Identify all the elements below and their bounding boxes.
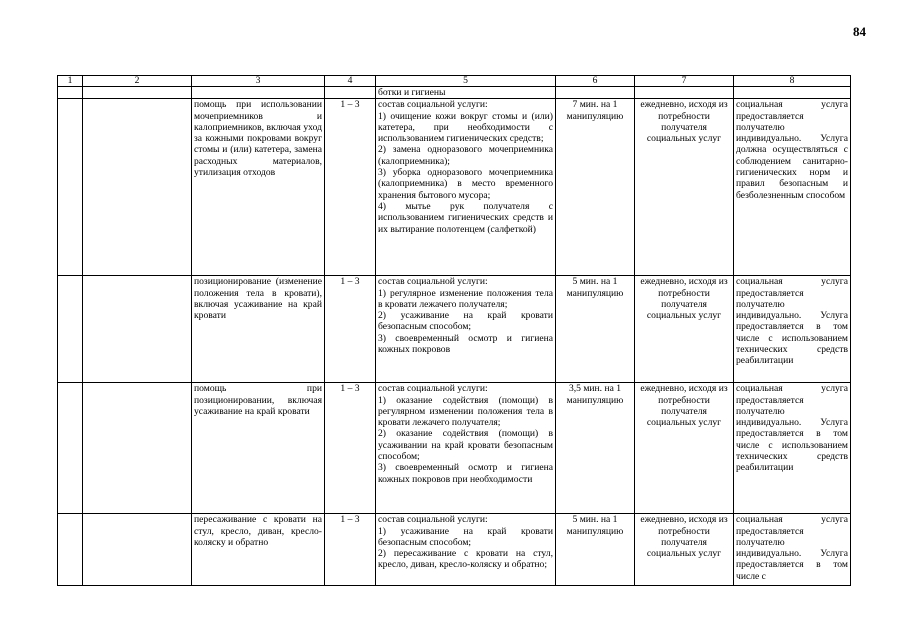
service-name: позиционирование (изменение положения тела в кровати), включая усаживание на край кровати bbox=[192, 276, 325, 383]
table-row bbox=[58, 514, 851, 586]
table-row bbox=[58, 383, 851, 514]
column-number: 6 bbox=[556, 76, 635, 87]
service-content: состав социальной услуги: 1) очищение кожи вокруг стомы и (или) катетера, при необходимости с использованием гигиенических средств; 2) замена одноразового мочеприемника (калоприемника); 3) уборка одноразового мочеприемника (калоприемника) в место временного хранения бытового мусора; 4) мытье рук получателя с использованием гигиенических средств и их вытирание полотенцем (салфеткой) bbox=[376, 99, 556, 276]
table-row bbox=[58, 99, 851, 276]
service-name: пересаживание с кровати на стул, кресло, диван, кресло-коляску и обратно bbox=[192, 514, 325, 586]
column-number: 3 bbox=[192, 76, 325, 87]
service-time: 5 мин. на 1 манипуляцию bbox=[556, 276, 635, 383]
column-number: 5 bbox=[376, 76, 556, 87]
grade: 1 – 3 bbox=[325, 276, 376, 383]
service-conditions: социальная услуга предоставляется получателю индивидуально. Услуга предоставляется в том числе с использованием технических средств реабилитации bbox=[734, 276, 851, 383]
service-time: 3,5 мин. на 1 манипуляцию bbox=[556, 383, 635, 514]
column-number: 4 bbox=[325, 76, 376, 87]
service-content: состав социальной услуги: 1) оказание содействия (помощи) в регулярном изменении положения тела в кровати лежачего получателя; 2) оказание содействия (помощи) в усаживании на край кровати безопасным способом; 3) своевременный осмотр и гигиена кожных покровов при необходимости bbox=[376, 383, 556, 514]
table-row bbox=[58, 276, 851, 383]
grade: 1 – 3 bbox=[325, 99, 376, 276]
column-number: 1 bbox=[58, 76, 83, 87]
service-frequency: ежедневно, исходя из потребности получателя социальных услуг bbox=[635, 99, 734, 276]
column-number: 2 bbox=[83, 76, 192, 87]
service-content: состав социальной услуги: 1) регулярное изменение положения тела в кровати лежачего получателя; 2) усаживание на край кровати безопасным способом; 3) своевременный осмотр и гигиена кожных покровов bbox=[376, 276, 556, 383]
service-conditions: социальная услуга предоставляется получателю индивидуально. Услуга предоставляется в том числе с bbox=[734, 514, 851, 586]
column-number: 8 bbox=[734, 76, 851, 87]
grade: 1 – 3 bbox=[325, 514, 376, 586]
service-content: состав социальной услуги: 1) усаживание на край кровати безопасным способом; 2) пересаживание с кровати на стул, кресло, диван, кресло-коляску и обратно; bbox=[376, 514, 556, 586]
service-frequency: ежедневно, исходя из потребности получателя социальных услуг bbox=[635, 514, 734, 586]
page-number: 84 bbox=[853, 24, 866, 39]
service-name: помощь при использовании мочеприемников и калоприемников, включая уход за кожными покровами вокруг стомы и (или) катетера, замена расходных материалов, утилизация отходов bbox=[192, 99, 325, 276]
continuation-row bbox=[58, 87, 851, 99]
services-table bbox=[57, 75, 851, 586]
service-conditions: социальная услуга предоставляется получателю индивидуально. Услуга должна осуществляться с соблюдением санитарно-гигиенических норм и правил безопасным и безболезненным способом bbox=[734, 99, 851, 276]
grade: 1 – 3 bbox=[325, 383, 376, 514]
service-conditions: социальная услуга предоставляется получателю индивидуально. Услуга предоставляется в том числе с использованием технических средств реабилитации bbox=[734, 383, 851, 514]
column-number: 7 bbox=[635, 76, 734, 87]
service-time: 7 мин. на 1 манипуляцию bbox=[556, 99, 635, 276]
service-name: помощь при позиционировании, включая усаживание на край кровати bbox=[192, 383, 325, 514]
continuation-text: ботки и гигиены bbox=[376, 87, 556, 99]
service-time: 5 мин. на 1 манипуляцию bbox=[556, 514, 635, 586]
service-frequency: ежедневно, исходя из потребности получателя социальных услуг bbox=[635, 276, 734, 383]
service-frequency: ежедневно, исходя из потребности получателя социальных услуг bbox=[635, 383, 734, 514]
column-number-row bbox=[58, 76, 851, 87]
